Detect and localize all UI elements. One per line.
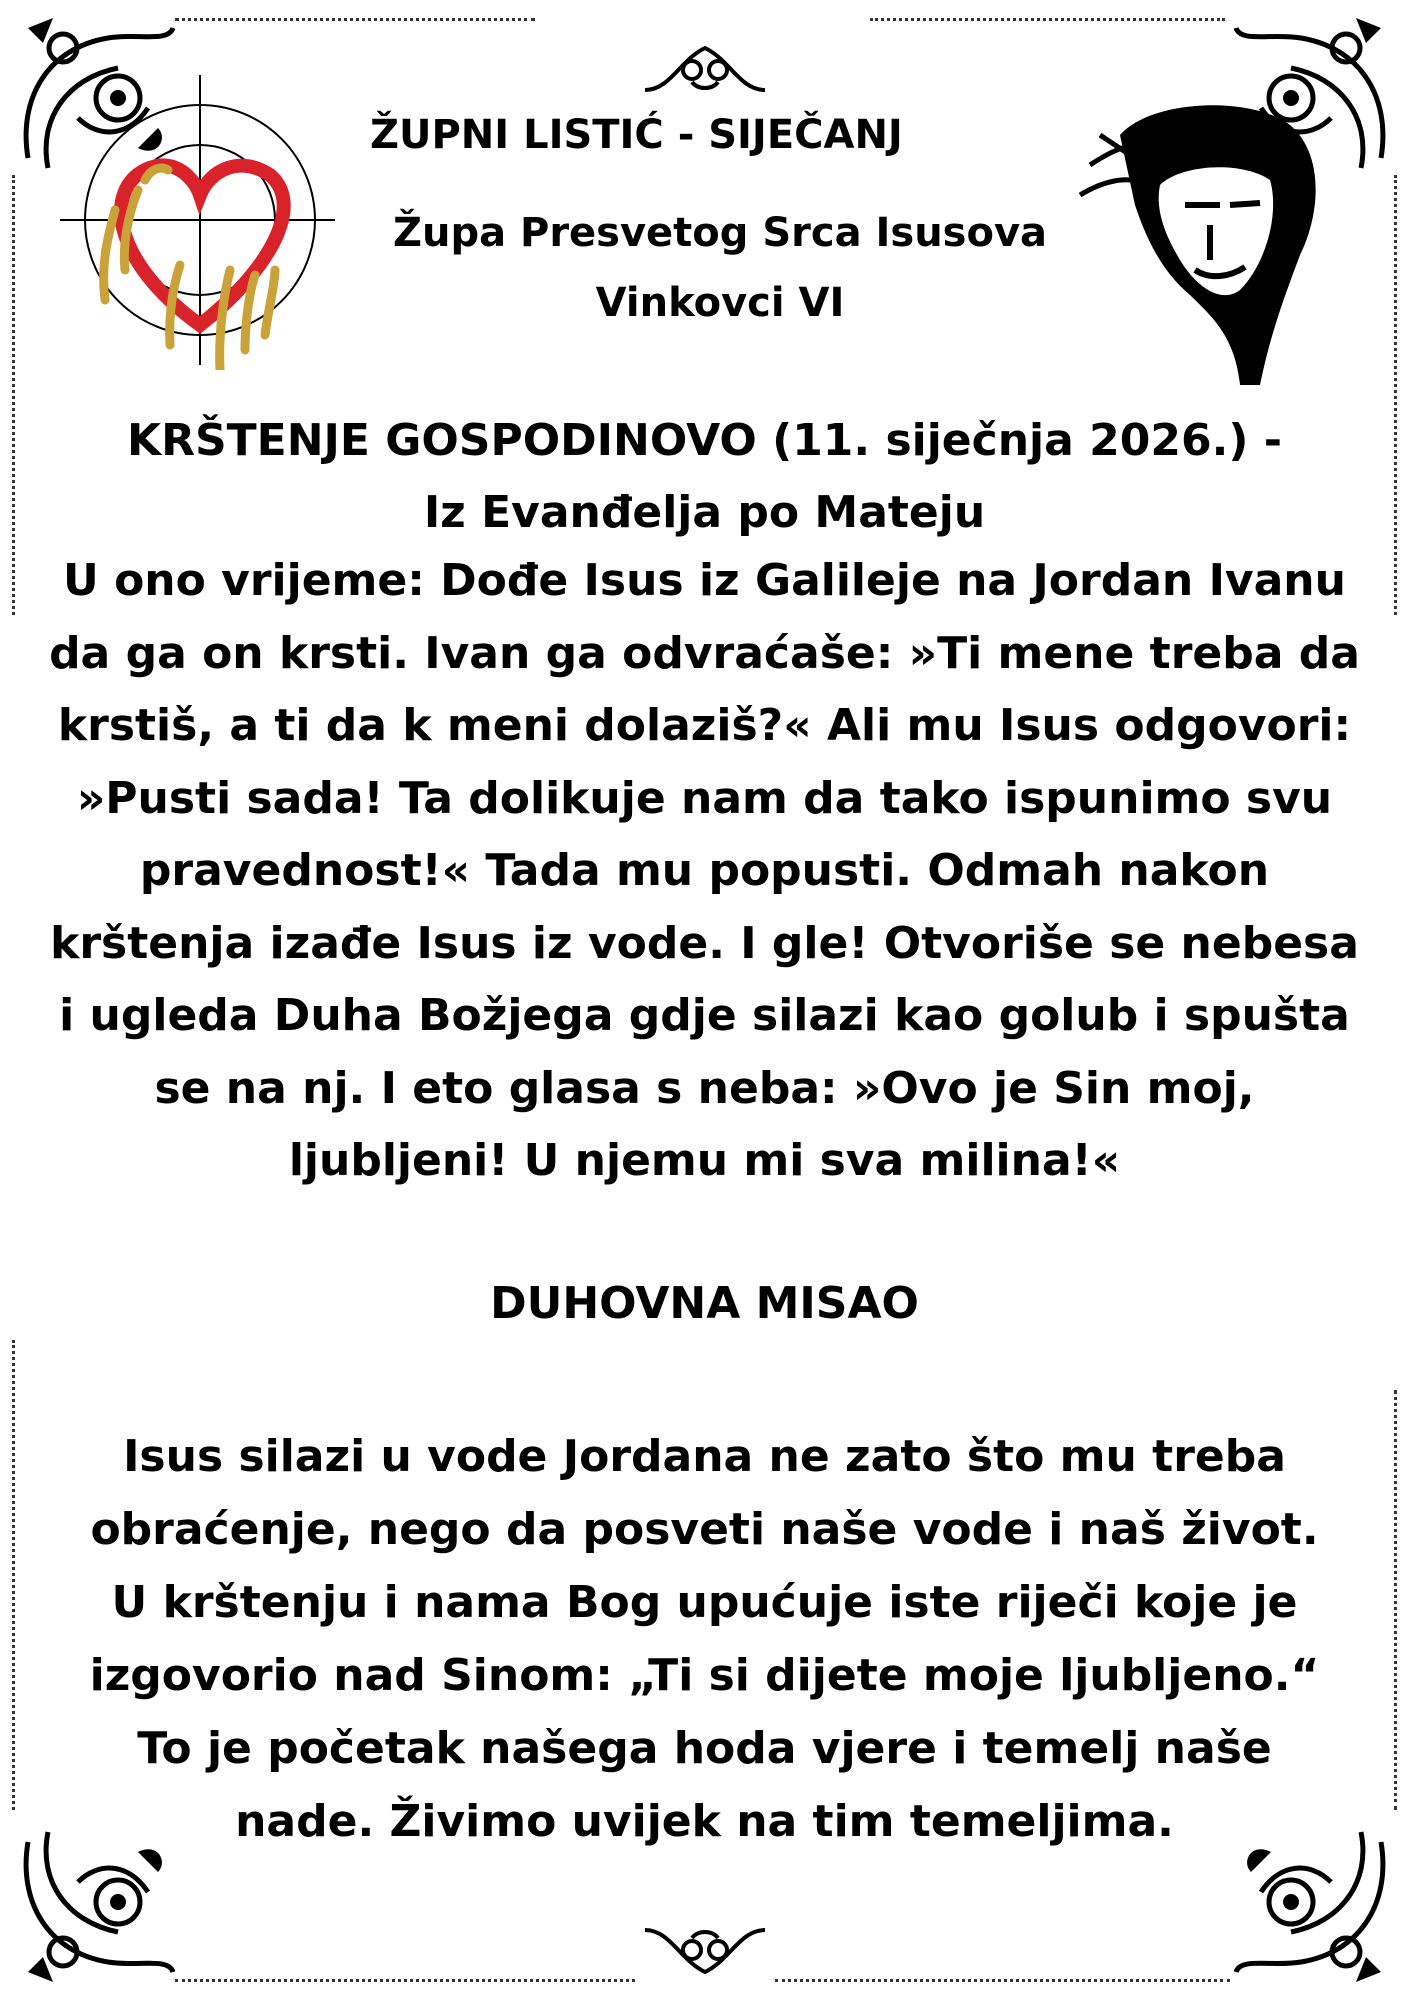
parish-name-line2: Vinkovci VI: [595, 280, 845, 326]
gospel-subtitle: Iz Evanđelja po Mateju: [423, 487, 986, 538]
frame-right-lower-line: [1394, 1390, 1397, 1810]
frame-top-right-line: [870, 18, 1225, 21]
frame-bottom-left-line: [175, 1979, 635, 1982]
parish-name-line1: Župa Presvetog Srca Isusova: [392, 210, 1048, 256]
jesus-crown-of-thorns-icon: [1060, 95, 1330, 385]
page-title: ŽUPNI LISTIĆ - SIJEČANJ: [370, 112, 903, 158]
reflection-heading: DUHOVNA MISAO: [490, 1278, 919, 1329]
gospel-text: U ono vrijeme: Dođe Isus iz Galileje na Jordan Ivanu da ga on krsti. Ivan ga odvraćaše: »Ti mene treba da krstiš, a ti da k meni dolaziš?« Ali mu Isus odgovori: »Pusti sada! Ta dolikuje nam da tako ispunimo svu pravednost!« Tada mu popusti. Odmah nakon krštenja izađe Isus iz vode. I gle! Otvoriše se nebesa i ugleda Duha Božjega gdje silazi kao golub i spušta se na nj. I eto glasa s neba: »Ovo je Sin moj, ljubljeni! U njemu mi sva milina!«: [49, 555, 1360, 1186]
frame-top-left-line: [175, 18, 535, 21]
gospel-heading: [20, 405, 1389, 549]
frame-bottom-right-line: [775, 1979, 1230, 1982]
gospel-title: KRŠTENJE GOSPODINOVO (11. siječnja 2026.) -: [126, 415, 1283, 466]
frame-left-upper-line: [12, 175, 15, 615]
frame-right-upper-line: [1394, 175, 1397, 615]
parish-name: [370, 198, 1070, 338]
reflection-text: Isus silazi u vode Jordana ne zato što mu treba obraćenje, nego da posveti naše vode i naš život. U krštenju i nama Bog upućuje iste riječi koje je izgovorio nad Sinom: „Ti si dijete moje ljubljeno.“ To je početak našega hoda vjere i temelj naše nade. Živimo uvijek na tim temeljima.: [89, 1431, 1320, 1847]
frame-left-lower-line: [12, 1340, 15, 1810]
parish-logo-icon: [50, 70, 340, 370]
center-ornament-icon: [640, 40, 770, 100]
center-ornament-icon: [640, 1920, 770, 1980]
